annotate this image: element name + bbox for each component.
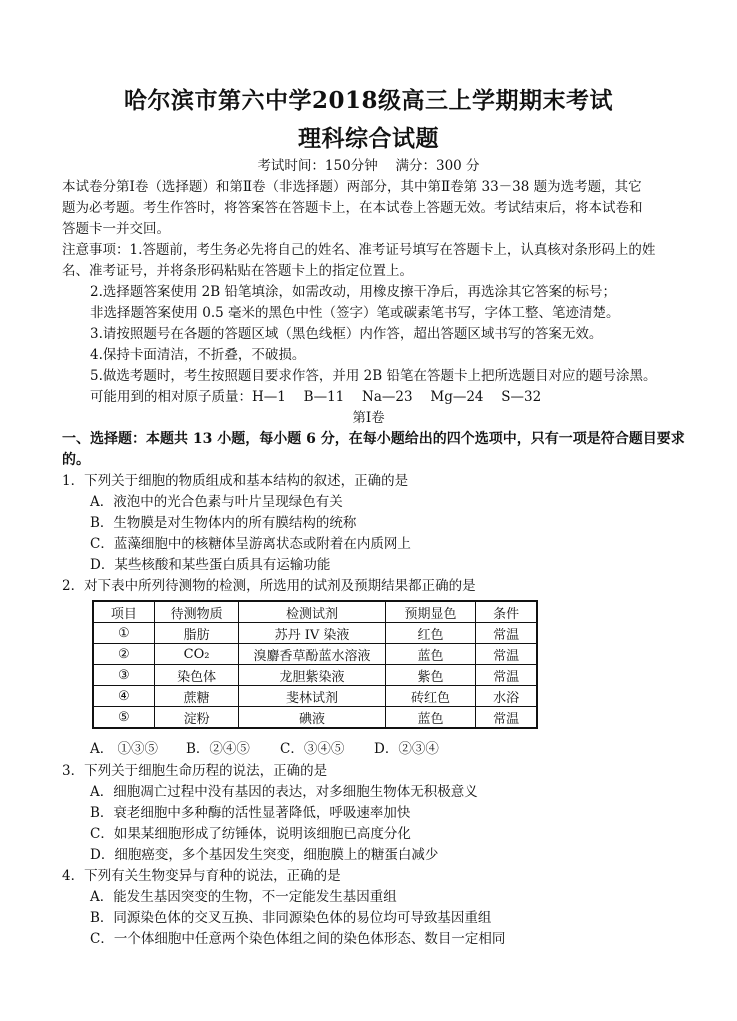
table-cell: 淀粉 — [154, 707, 239, 729]
header-cell: 条件 — [476, 601, 537, 623]
table-cell: 碘液 — [239, 707, 385, 729]
exam-subtitle: 理科综合试题 — [298, 125, 439, 152]
q1-option-c: C．蓝藻细胞中的核糖体呈游离状态或附着在内质网上 — [90, 536, 411, 552]
intro-line-1: 本试卷分第Ⅰ卷（选择题）和第Ⅱ卷（非选择题）两部分，其中第Ⅱ卷第 33－38 题为选考题，其它 — [62, 179, 642, 195]
q2-stem: 2．对下表中所列待测物的检测，所选用的试剂及预期结果都正确的是 — [62, 578, 476, 594]
exam-title: 哈尔滨市第六中学2018级高三上学期期末考试 — [123, 87, 613, 114]
q1-option-b: B．生物膜是对生物体内的所有膜结构的统称 — [90, 515, 357, 531]
table-cell: 常温 — [476, 665, 537, 686]
table-cell: 砖红色 — [385, 686, 476, 707]
volume-label: 第Ⅰ卷 — [352, 410, 385, 426]
q2-choices — [90, 740, 439, 758]
table-cell: 紫色 — [385, 665, 476, 686]
header-cell: 项目 — [93, 601, 154, 623]
note-1-line-2: 名、准考证号，并将条形码粘贴在答题卡上的指定位置上。 — [62, 263, 413, 279]
section-heading-line-1: 一、选择题：本题共 13 小题，每小题 6 分，在每小题给出的四个选项中，只有一项是符合题目要求 — [62, 431, 685, 447]
table-cell: 常温 — [476, 623, 537, 644]
intro-line-3: 答题卡一并交回。 — [62, 221, 170, 237]
table-cell: 蓝色 — [385, 644, 476, 665]
table-cell: 常温 — [476, 644, 537, 665]
q3-option-b: B．衰老细胞中多种酶的活性显著降低，呼吸速率加快 — [90, 805, 411, 821]
table-cell: 溴麝香草酚蓝水溶液 — [239, 644, 385, 665]
table-cell: 染色体 — [154, 665, 239, 686]
q4-option-b: B．同源染色体的交叉互换、非同源染色体的易位均可导致基因重组 — [90, 910, 492, 926]
q1-option-d: D．某些核酸和某些蛋白质具有运输功能 — [90, 557, 331, 573]
q4-option-a: A．能发生基因突变的生物，不一定能发生基因重组 — [90, 889, 397, 905]
table-header-row — [93, 601, 537, 623]
table-cell: 蔗糖 — [154, 686, 239, 707]
q3-stem: 3．下列关于细胞生命历程的说法，正确的是 — [62, 763, 328, 779]
table-cell: ⑤ — [93, 707, 154, 729]
intro-line-2: 题为必考题。考生作答时，将答案答在答题卡上，在本试卷上答题无效。考试结束后，将本试卷和 — [62, 200, 643, 216]
table-cell: ④ — [93, 686, 154, 707]
q3-option-c: C．如果某细胞形成了纺锤体，说明该细胞已高度分化 — [90, 826, 411, 842]
table-row — [93, 623, 537, 644]
table-row — [93, 665, 537, 686]
table-cell: 红色 — [385, 623, 476, 644]
header-cell: 待测物质 — [154, 601, 239, 623]
header-cell: 预期显色 — [385, 601, 476, 623]
q2-choice-a: A． ①③⑤ — [90, 741, 159, 757]
note-5: 5.做选考题时，考生按照题目要求作答，并用 2B 铅笔在答题卡上把所选题目对应的题号涂黑。 — [90, 368, 657, 384]
q2-choice-c: C．③④⑤ — [280, 741, 345, 757]
q4-stem: 4．下列有关生物变异与育种的说法，正确的是 — [62, 868, 341, 884]
table-cell: ① — [93, 623, 154, 644]
note-4: 4.保持卡面清洁，不折叠，不破损。 — [90, 347, 306, 363]
q2-choice-d: D．②③④ — [374, 741, 439, 757]
note-2-line-2: 非选择题答案使用 0.5 毫米的黑色中性（签字）笔或碳素笔书写，字体工整、笔迹清楚。 — [90, 305, 620, 321]
header-cell: 检测试剂 — [239, 601, 385, 623]
section-heading-line-2: 的。 — [62, 452, 90, 468]
table-row — [93, 686, 537, 707]
table-cell: 苏丹 IV 染液 — [239, 623, 385, 644]
table-cell: ② — [93, 644, 154, 665]
q2-choice-b: B．②④⑤ — [186, 741, 250, 757]
q4-option-c: C．一个体细胞中任意两个染色体组之间的染色体形态、数目一定相同 — [90, 931, 506, 947]
table-cell: 蓝色 — [385, 707, 476, 729]
table-row — [93, 644, 537, 665]
table-cell: ③ — [93, 665, 154, 686]
q3-option-a: A．细胞凋亡过程中没有基因的表达，对多细胞生物体无积极意义 — [90, 784, 478, 800]
table-cell: 斐林试剂 — [239, 686, 385, 707]
q3-option-d: D．细胞癌变，多个基因发生突变，细胞膜上的糖蛋白减少 — [90, 847, 439, 863]
table-cell: 脂肪 — [154, 623, 239, 644]
exam-info: 考试时间：150分钟 满分：300 分 — [257, 158, 480, 174]
q1-stem: 1．下列关于细胞的物质组成和基本结构的叙述，正确的是 — [62, 473, 409, 489]
table-cell: 水浴 — [476, 686, 537, 707]
table-cell: 常温 — [476, 707, 537, 729]
q1-option-a: A．液泡中的光合色素与叶片呈现绿色有关 — [90, 494, 343, 510]
q2-detection-table — [92, 600, 538, 729]
table-cell: CO₂ — [154, 644, 239, 665]
atomic-masses: 可能用到的相对原子质量：H—1 B—11 Na—23 Mg—24 S—32 — [90, 389, 542, 405]
table-cell: 龙胆紫染液 — [239, 665, 385, 686]
note-3: 3.请按照题号在各题的答题区域（黑色线框）内作答，超出答题区域书写的答案无效。 — [90, 326, 603, 342]
table-row — [93, 707, 537, 729]
note-1-line-1: 注意事项：1.答题前，考生务必先将自己的姓名、准考证号填写在答题卡上，认真核对条形码上的姓 — [62, 242, 656, 258]
note-2-line-1: 2.选择题答案使用 2B 铅笔填涂，如需改动，用橡皮擦干净后，再选涂其它答案的标号； — [90, 284, 616, 300]
